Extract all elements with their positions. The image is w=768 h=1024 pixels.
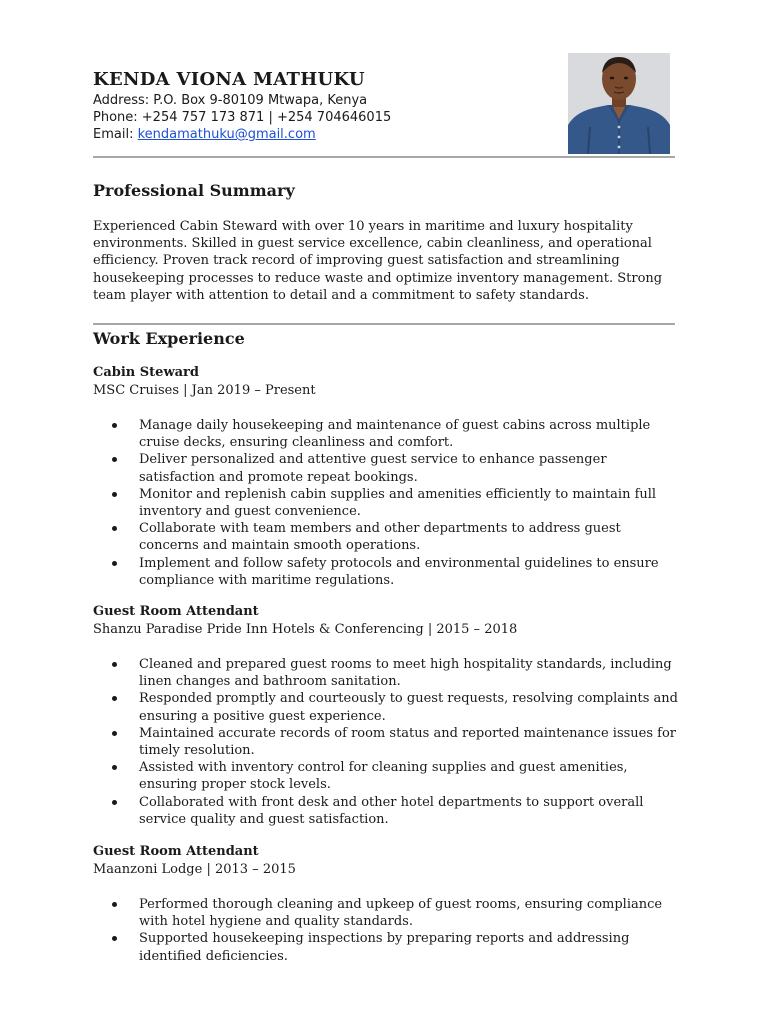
duty-item: [112, 690, 678, 724]
summary-heading: Professional Summary: [93, 181, 295, 200]
bullet-icon: [112, 731, 117, 736]
duty-text: Collaborated with front desk and other hotel departments to support overall service quality and guest satisfaction.: [139, 794, 644, 827]
bullet-icon: [112, 662, 117, 667]
job-duties-list: [112, 417, 678, 589]
email-line: [93, 126, 316, 143]
profile-photo-image: [568, 53, 670, 154]
bullet-icon: [112, 423, 117, 428]
bullet-icon: [112, 936, 117, 941]
duty-text: Assisted with inventory control for cleaning supplies and guest amenities, ensuring proper stock levels.: [139, 760, 628, 793]
bullet-icon: [112, 492, 117, 497]
duty-item: [112, 725, 678, 759]
job-title: Guest Room Attendant: [93, 604, 259, 619]
bullet-icon: [112, 902, 117, 907]
duty-text: Implement and follow safety protocols and environmental guidelines to ensure compliance with maritime regulations.: [139, 555, 659, 588]
duty-text: Supported housekeeping inspections by preparing reports and addressing identified deficiencies.: [139, 931, 630, 964]
summary-text: Experienced Cabin Steward with over 10 years in maritime and luxury hospitality environments. Skilled in guest service excellence, cabin cleanliness, and operational efficiency. Proven track record of improving guest satisfaction and streamlining housekeeping processes to reduce waste and optimize inventory management. Strong team player with attention to detail and a commitment to safety standards.: [93, 219, 663, 303]
header-divider: [93, 156, 675, 158]
job-duties-list: [112, 896, 678, 965]
duty-text: Deliver personalized and attentive guest service to enhance passenger satisfaction and promote repeat bookings.: [139, 452, 607, 485]
duty-item: [112, 930, 678, 964]
job-title: Guest Room Attendant: [93, 844, 259, 859]
bullet-icon: [112, 526, 117, 531]
duty-text: Collaborate with team members and other departments to address guest concerns and maintain smooth operations.: [139, 521, 621, 554]
email-link[interactable]: kendamathuku@gmail.com: [137, 127, 316, 142]
address-line: Address: P.O. Box 9-80109 Mtwapa, Kenya: [93, 93, 368, 108]
bullet-icon: [112, 457, 117, 462]
duty-text: Performed thorough cleaning and upkeep of guest rooms, ensuring compliance with hotel hygiene and quality standards.: [139, 897, 663, 930]
job-employer-dates: MSC Cruises | Jan 2019 – Present: [93, 383, 316, 398]
duty-text: Maintained accurate records of room status and reported maintenance issues for timely resolution.: [139, 725, 677, 759]
job-employer-dates: Shanzu Paradise Pride Inn Hotels & Conferencing | 2015 – 2018: [93, 622, 518, 637]
phone-line: Phone: +254 757 173 871 | +254 704646015: [93, 110, 392, 125]
duty-item: [112, 656, 678, 690]
duty-item: [112, 417, 678, 451]
bullet-icon: [112, 765, 117, 770]
duty-item: [112, 555, 678, 589]
summary-divider: [93, 323, 675, 325]
duty-item: [112, 794, 678, 828]
job-duties-list: [112, 656, 678, 828]
profile-photo: [568, 53, 670, 154]
bullet-icon: [112, 800, 117, 805]
duty-item: [112, 486, 678, 520]
job-title: Cabin Steward: [93, 365, 199, 380]
duty-text: Cleaned and prepared guest rooms to meet high hospitality standards, including linen changes and bathroom sanitation.: [139, 657, 672, 690]
email-label: Email:: [93, 127, 138, 142]
bullet-icon: [112, 561, 117, 566]
duty-item: [112, 451, 678, 485]
duty-text: Monitor and replenish cabin supplies and amenities efficiently to maintain full inventory and guest convenience.: [139, 486, 657, 520]
duty-item: [112, 759, 678, 793]
duty-text: Responded promptly and courteously to guest requests, resolving complaints and ensuring a positive guest experience.: [139, 691, 678, 724]
candidate-name: KENDA VIONA MATHUKU: [93, 69, 365, 90]
duty-text: Manage daily housekeeping and maintenance of guest cabins across multiple cruise decks, ensuring cleanliness and comfort.: [139, 418, 651, 451]
experience-heading: Work Experience: [93, 329, 245, 348]
bullet-icon: [112, 696, 117, 701]
duty-item: [112, 896, 678, 930]
job-employer-dates: Maanzoni Lodge | 2013 – 2015: [93, 862, 296, 877]
duty-item: [112, 520, 678, 554]
